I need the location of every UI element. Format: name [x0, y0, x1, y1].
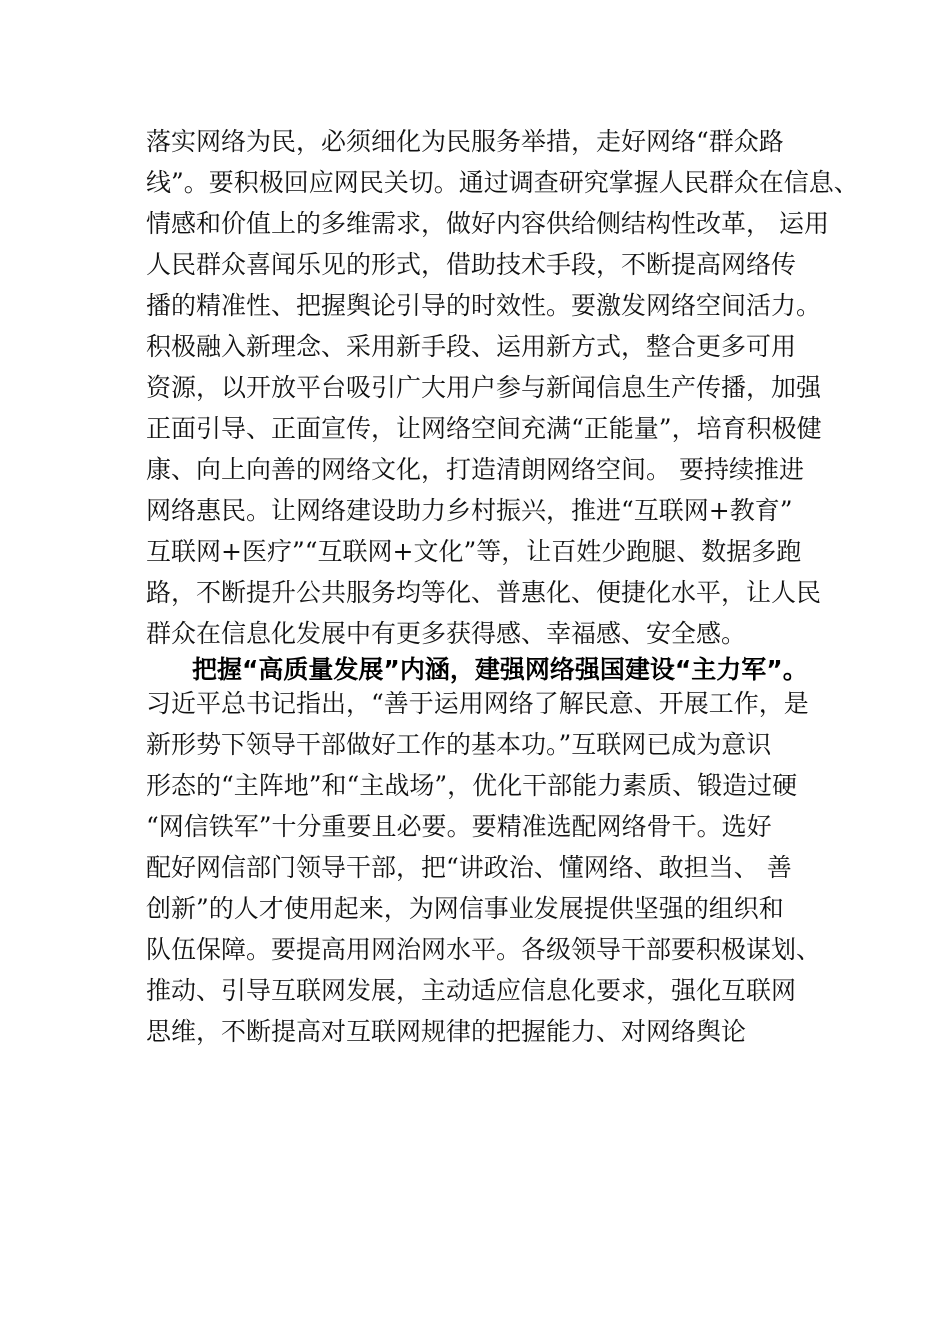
paragraph-2-line: 创新”的人才使用起来，为网信事业发展提供坚强的组织和 [146, 894, 784, 923]
paragraph-2-line: 推动、引导互联网发展，主动适应信息化要求，强化互联网 [146, 976, 797, 1005]
paragraph-1-line: 资源，以开放平台吸引广大用户参与新闻信息生产传播，加强 [146, 373, 822, 402]
paragraph-2-line: 队伍保障。要提高用网治网水平。各级领导干部要积极谋划、 [146, 935, 822, 964]
paragraph-2-line: 思维，不断提高对互联网规律的把握能力、对网络舆论 [146, 1017, 747, 1046]
paragraph-1-line: 网络惠民。让网络建设助力乡村振兴，推进“互联网+教育” [146, 496, 793, 525]
section-heading: 把握“高质量发展”内涵，建强网络强国建设“主力军”。 [192, 655, 808, 684]
paragraph-1-line: 正面引导、正面宣传，让网络空间充满“正能量”，培育积极健 [146, 414, 822, 443]
paragraph-1-line: 群众在信息化发展中有更多获得感、幸福感、安全感。 [146, 619, 747, 648]
paragraph-1-line: 康、向上向善的网络文化，打造清朗网络空间。 要持续推进 [146, 455, 804, 484]
paragraph-1-line: 人民群众喜闻乐见的形式，借助技术手段，不断提高网络传 [146, 250, 797, 279]
paragraph-1-line: 互联网+医疗”“互联网+文化”等，让百姓少跑腿、数据多跑 [146, 537, 802, 566]
paragraph-1-line: 路，不断提升公共服务均等化、普惠化、便捷化水平，让人民 [146, 578, 822, 607]
paragraph-1-line: 落实网络为民，必须细化为民服务举措，走好网络“群众路 [146, 127, 784, 156]
paragraph-2-line: 习近平总书记指出，“善于运用网络了解民意、开展工作，是 [146, 689, 809, 718]
paragraph-2-line: 新形势下领导干部做好工作的基本功。”互联网已成为意识 [146, 730, 772, 759]
paragraph-1-line: 积极融入新理念、采用新手段、运用新方式，整合更多可用 [146, 332, 797, 361]
paragraph-2-line: 形态的“主阵地”和“主战场”，优化干部能力素质、锻造过硬 [146, 771, 798, 800]
paragraph-2-line: 配好网信部门领导干部，把“讲政治、懂网络、敢担当、 善 [146, 853, 792, 882]
paragraph-1-line: 播的精准性、把握舆论引导的时效性。要激发网络空间活力。 [146, 291, 822, 320]
paragraph-2-line: “网信铁军”十分重要且必要。要精准选配网络骨干。选好 [146, 812, 772, 841]
paragraph-1-line: 情感和价值上的多维需求，做好内容供给侧结构性改革， 运用 [146, 209, 829, 238]
paragraph-1-line: 线”。要积极回应网民关切。通过调查研究掌握人民群众在信息、 [146, 168, 859, 197]
